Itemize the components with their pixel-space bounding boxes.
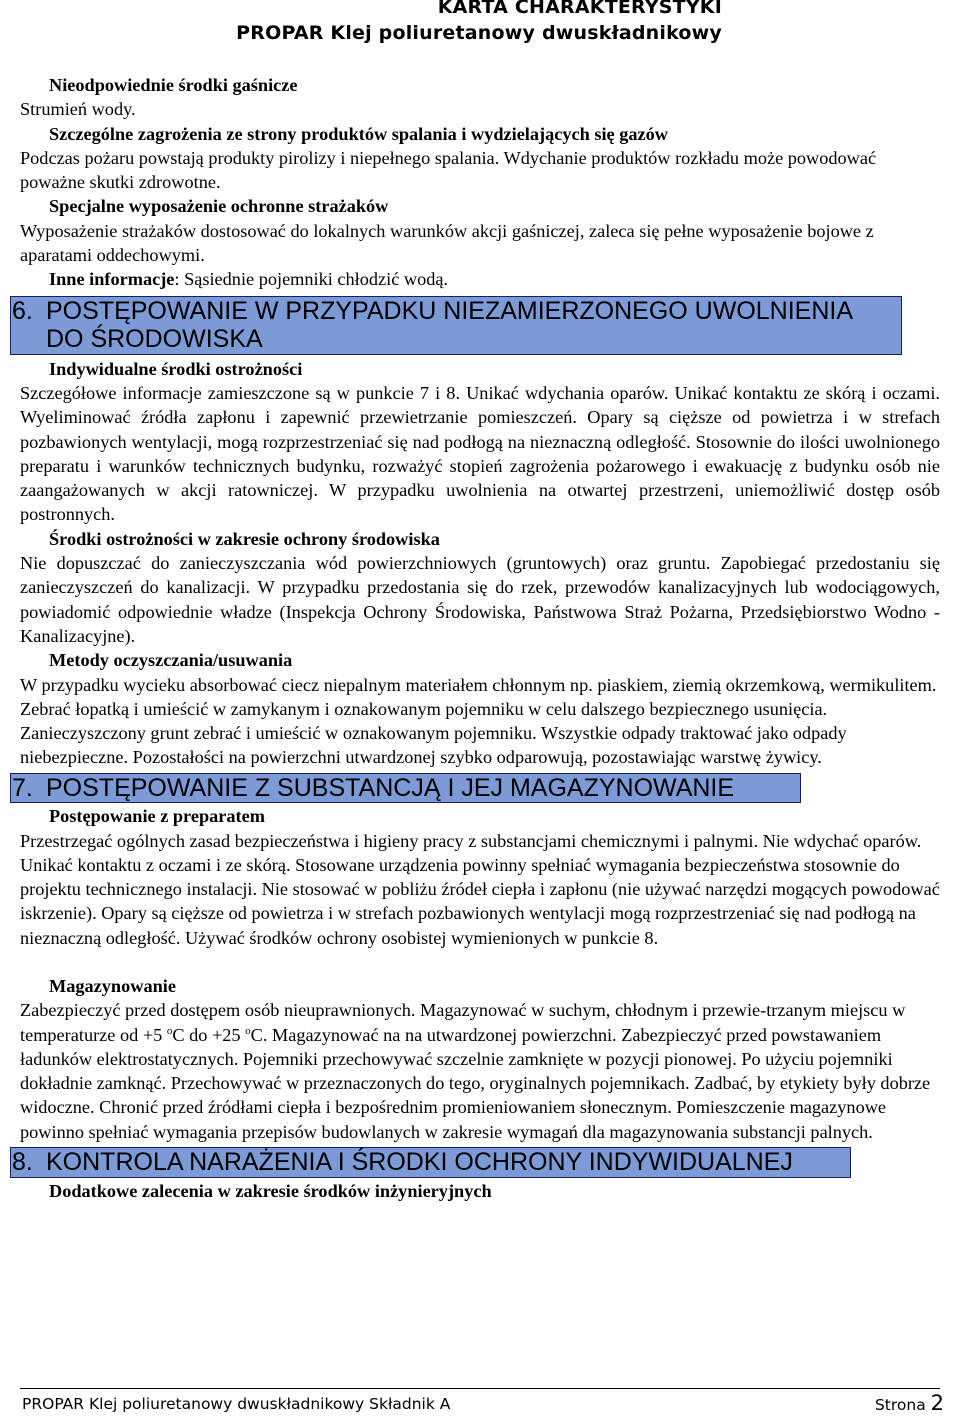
section-6-title-line2: DO ŚRODOWISKA	[46, 325, 263, 354]
section-8-number: 8.	[12, 1148, 33, 1177]
footer-page-label: Strona	[874, 1396, 931, 1414]
paragraph-handling: Przestrzegać ogólnych zasad bezpieczeństwa i higieny pracy z substancjami chemicznymi i palnymi. Nie wdychać oparów. Unikać kontaktu z oczami i ze skórą. Stosowane urządzenia powinny spełniać wymagania bezpieczeństwa stosownie do projektu technicznego instalacji. Nie stosować w pobliżu źródeł ciepła i zapłonu (nie używać narzędzi mogących powodować iskrzenie). Opary są cięższe od powietrza i w strefach pozbawionych wentylacji mogą rozprzestrzeniać się nad podłogą na nieznaczną odległość. Używać środków ochrony osobistej wymienionych w punkcie 8.	[20, 830, 940, 948]
footer-product-name: PROPAR Klej poliuretanowy dwuskładnikowy Składnik A	[22, 1395, 451, 1413]
paragraph-spacer	[20, 950, 940, 974]
product-name-header: PROPAR Klej poliuretanowy dwuskładnikowy	[236, 22, 722, 44]
paragraph-combustion-hazards: Podczas pożaru powstają produkty pirolizy i niepełnego spalania. Wdychanie produktów rozkładu może powodować poważne skutki zdrowotne.	[20, 147, 877, 193]
subheading-cleanup-methods: Metody oczyszczania/usuwania	[49, 650, 293, 671]
paragraph-storage	[20, 998, 940, 1144]
section-7-number: 7.	[12, 773, 33, 802]
subheading-handling: Postępowanie z preparatem	[49, 806, 265, 827]
paragraph-cleanup-methods: W przypadku wycieku absorbować ciecz niepalnym materiałem chłonnym np. piaskiem, ziemią okrzemkową, wermikulitem. Zebrać łopatką i umieścić w zamykanym i oznakowanym pojemniku w celu dalszego bezpiecznego usunięcia. Zanieczyszczony grunt zebrać i umieścić w oznakowanym pojemniku. Wszystkie odpady traktować jako odpady niebezpieczne. Pozostałości na powierzchni utwardzonej szybko odparowują, pozostawiając warstwę żywicy.	[20, 674, 937, 768]
paragraph-unsuitable-extinguishers: Strumień wody.	[20, 99, 136, 120]
subheading-firefighter-equipment: Specjalne wyposażenie ochronne strażaków	[49, 196, 389, 217]
section-8-heading	[10, 1147, 851, 1178]
section-6-title-line1: POSTĘPOWANIE W PRZYPADKU NIEZAMIERZONEGO UWOLNIENIA	[46, 296, 854, 325]
subheading-personal-precautions: Indywidualne środki ostrożności	[49, 358, 303, 379]
section-7-title: POSTĘPOWANIE Z SUBSTANCJĄ I JEJ MAGAZYNOWANIE	[46, 773, 735, 802]
subheading-storage: Magazynowanie	[49, 976, 176, 996]
other-info-label: Inne informacje	[49, 269, 175, 290]
subheading-engineering-controls: Dodatkowe zalecenia w zakresie środków inżynieryjnych	[49, 1180, 492, 1201]
subheading-combustion-hazards: Szczególne zagrożenia ze strony produktów spalania i wydzielających się gazów	[49, 123, 668, 144]
paragraph-firefighter-equipment: Wyposażenie strażaków dostosować do lokalnych warunków akcji gaśniczej, zaleca się pełne wyposażenie bojowe z aparatami oddechowymi.	[20, 220, 874, 266]
section-7-heading	[10, 773, 801, 804]
footer-divider	[20, 1388, 940, 1389]
other-info-text: : Sąsiednie pojemniki chłodzić wodą.	[174, 269, 449, 290]
document-type-header: KARTA CHARAKTERYSTYKI	[437, 0, 722, 18]
section-6-number: 6.	[12, 296, 33, 325]
degree-symbol-1: o	[166, 1024, 173, 1037]
paragraph-environmental-precautions: Nie dopuszczać do zanieczyszczania wód powierzchniowych (gruntowych) oraz gruntu. Zapobiegać przedostaniu się zanieczyszczeń do kanalizacji. W przypadku przedostania się do rzek, przewodów kanalizacyjnych lub wodociągowych, powiadomić odpowiednie władze (Inspekcja Ochrony Środowiska, Państwowa Straż Pożarna, Przedsiębiorstwo Wodno - Kanalizacyjne).	[20, 553, 940, 646]
section-8-title: KONTROLA NARAŻENIA I ŚRODKI OCHRONY INDYWIDUALNEJ	[46, 1148, 793, 1177]
section-6-heading	[10, 296, 902, 355]
storage-text-part3: C. Magazynować na na utwardzonej powierzchni. Zabezpieczyć przed powstawaniem ładunków elektrostatycznych. Pojemniki przechowywać szczelnie zamknięte w pozycji pionowej. Po użyciu pojemniki dokładnie zamknąć. Przechowywać w przeznaczonych do tego, oryginalnych pojemnikach. Zadbać, by etykiety były dobrze widoczne. Chronić przed źródłami ciepła i bezpośrednim promieniowaniem słonecznym. Pomieszczenie magazynowe powinno spełniać wymagania przepisów budowlanych w zakresie wymagań dla magazynowania substancji palnych.	[20, 1024, 931, 1142]
paragraph-other-info	[20, 267, 940, 291]
subheading-environmental-precautions: Środki ostrożności w zakresie ochrony środowiska	[49, 528, 440, 549]
storage-text-part2: C do +25	[172, 1024, 246, 1045]
degree-symbol-2: o	[245, 1024, 251, 1037]
footer-page-indicator	[875, 1391, 944, 1415]
footer-page-number: 2	[930, 1391, 944, 1415]
storage-text-part1: Zabezpieczyć przed dostępem osób nieuprawnionych. Magazynować w suchym, chłodnym i przewie-trzanym miejscu w temperaturze od +5	[20, 1000, 906, 1045]
subheading-unsuitable-extinguishers: Nieodpowiednie środki gaśnicze	[49, 75, 298, 95]
paragraph-personal-precautions: Szczegółowe informacje zamieszczone są w punkcie 7 i 8. Unikać wdychania oparów. Unikać kontaktu ze skórą i oczami. Wyeliminować źródła zapłonu i zapewnić przewietrzanie pomieszczeń. Opary są cięższe od powietrza i w strefach pozbawionych wentylacji, mogą rozprzestrzeniać się nad podłogą na nieznaczną odległość. Stosownie do ilości uwolnionego preparatu i warunków technicznych budynku, rozważyć stopień zagrożenia pożarowego i ewakuację z budynku osób nie zaangażowanych w akcji ratowniczej. W przypadku uwolnienia na otwartej przestrzeni, uniemożliwić dostęp osób postronnych.	[20, 382, 940, 525]
document-body	[12, 73, 940, 1203]
